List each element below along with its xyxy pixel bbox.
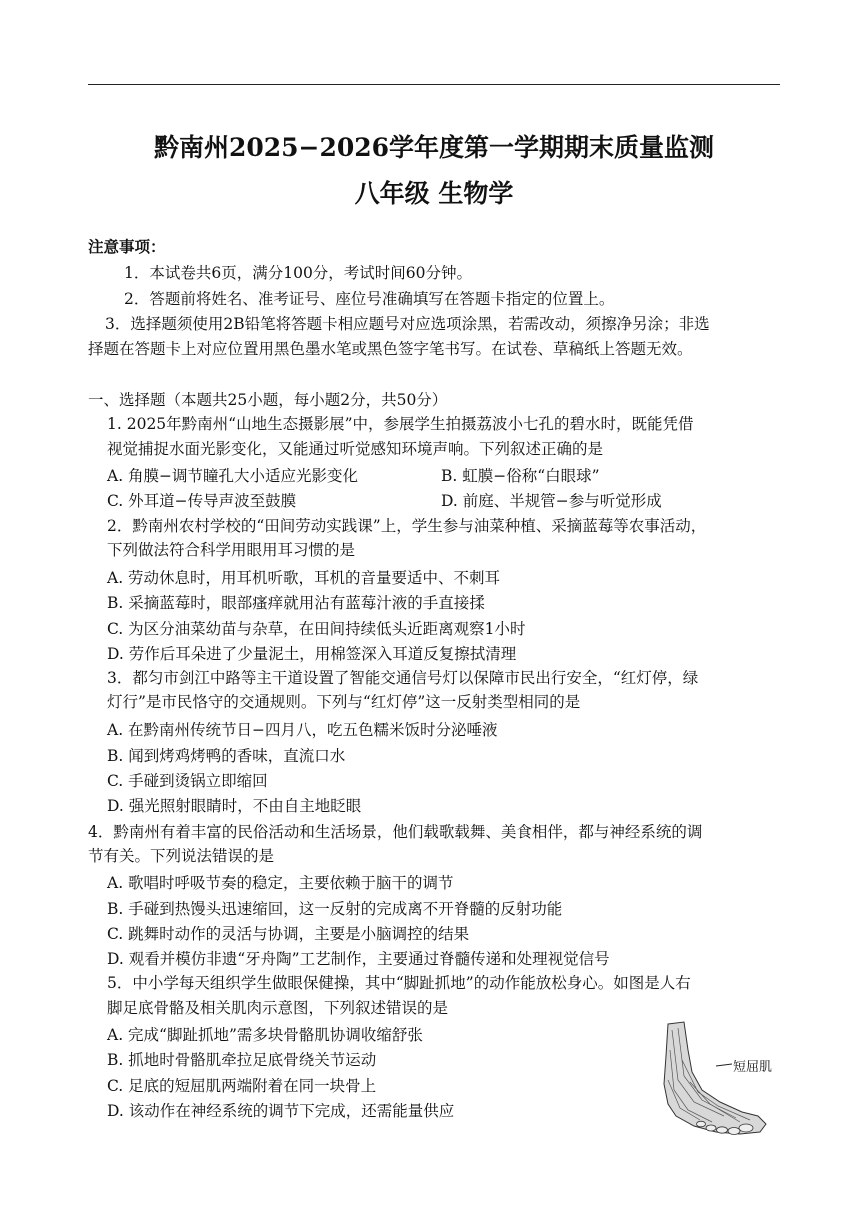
notice-item-3-cont: 择题在答题卡上对应位置用黑色墨水笔或黑色签字笔书写。在试卷、草稿纸上答题无效。 xyxy=(88,340,693,358)
notice-heading: 注意事项： xyxy=(88,237,166,256)
q2-option-a: A. 劳动休息时，用耳机听歌，耳机的音量要适中、不刺耳 xyxy=(107,569,501,587)
q2-stem-cont: 下列做法符合科学用眼用耳习惯的是 xyxy=(107,541,356,559)
q1-stem: 1. 2025年黔南州“山地生态摄影展”中，参展学生拍摄荔波小七孔的碧水时，既能凭借 xyxy=(107,415,694,433)
q1-stem-cont: 视觉捕捉水面光影变化，又能通过听觉感知环境声响。下列叙述正确的是 xyxy=(107,440,604,458)
q3-option-c: C. 手碰到烫锅立即缩回 xyxy=(107,772,268,790)
top-rule xyxy=(88,84,780,85)
q3-option-a: A. 在黔南州传统节日−四月八，吃五色糯米饭时分泌唾液 xyxy=(107,721,498,739)
q5-option-b: B. 抓地时骨骼肌牵拉足底骨绕关节运动 xyxy=(107,1051,377,1069)
figure-label-short-flexor: 短屈肌 xyxy=(733,1060,773,1075)
q4-option-d: D. 观看并模仿非遗“牙舟陶”工艺制作，主要通过脊髓传递和处理视觉信号 xyxy=(107,950,610,968)
q5-stem: 5．中小学每天组织学生做眼保健操，其中“脚趾抓地”的动作能放松身心。如图是人右 xyxy=(107,974,691,992)
q5-option-d: D. 该动作在神经系统的调节下完成，还需能量供应 xyxy=(107,1102,455,1120)
q2-option-d: D. 劳作后耳朵进了少量泥土，用棉签深入耳道反复擦拭清理 xyxy=(107,645,517,663)
q3-stem-cont: 灯行”是市民恪守的交通规则。下列与“红灯停”这一反射类型相同的是 xyxy=(107,693,581,711)
notice-item-1: 1．本试卷共6页，满分100分，考试时间60分钟。 xyxy=(124,264,473,282)
q1-option-d: D. 前庭、半规管−参与听觉形成 xyxy=(441,492,662,510)
q5-option-a: A. 完成“脚趾抓地”需多块骨骼肌协调收缩舒张 xyxy=(107,1026,423,1044)
q5-option-c: C. 足底的短屈肌两端附着在同一块骨上 xyxy=(107,1077,377,1095)
q4-stem: 4．黔南州有着丰富的民俗活动和生活场景，他们载歌载舞、美食相伴，都与神经系统的调 xyxy=(88,823,703,841)
q1-option-b: B. 虹膜−俗称“白眼球” xyxy=(441,467,600,485)
q2-stem: 2．黔南州农村学校的“田间劳动实践课”上，学生参与油菜种植、采摘蓝莓等农事活动， xyxy=(107,517,707,535)
q2-option-b: B. 采摘蓝莓时，眼部瘙痒就用沾有蓝莓汁液的手直接揉 xyxy=(107,594,485,612)
q1-option-a: A. 角膜−调节瞳孔大小适应光影变化 xyxy=(107,467,359,485)
q3-option-d: D. 强光照射眼睛时，不由自主地眨眼 xyxy=(107,797,362,815)
notice-item-3: 3．选择题须使用2B铅笔将答题卡相应题号对应选项涂黑，若需改动，须擦净另涂；非选 xyxy=(105,315,710,333)
exam-title: 黔南州2025−2026学年度第一学期期末质量监测 xyxy=(153,133,715,162)
q3-option-b: B. 闻到烤鸡烤鸭的香味，直流口水 xyxy=(107,747,346,765)
foot-anatomy-figure xyxy=(654,1020,784,1138)
q3-stem: 3．都匀市剑江中路等主干道设置了智能交通信号灯以保障市民出行安全，“红灯停，绿 xyxy=(107,669,699,687)
section-heading: 一、选择题（本题共25小题，每小题2分，共50分） xyxy=(88,391,448,409)
q4-stem-cont: 节有关。下列说法错误的是 xyxy=(88,847,275,865)
q1-option-c: C. 外耳道−传导声波至鼓膜 xyxy=(107,492,297,510)
q4-option-c: C. 跳舞时动作的灵活与协调，主要是小脑调控的结果 xyxy=(107,925,470,943)
q2-option-c: C. 为区分油菜幼苗与杂草，在田间持续低头近距离观察1小时 xyxy=(107,620,526,638)
q4-option-b: B. 手碰到热馒头迅速缩回，这一反射的完成离不开脊髓的反射功能 xyxy=(107,900,563,918)
exam-subtitle: 八年级 生物学 xyxy=(354,179,514,208)
q5-stem-cont: 脚足底骨骼及相关肌肉示意图，下列叙述错误的是 xyxy=(107,999,449,1017)
figure-pointer-line xyxy=(716,1064,732,1066)
q4-option-a: A. 歌唱时呼吸节奏的稳定，主要依赖于脑干的调节 xyxy=(107,874,454,892)
notice-item-2: 2．答题前将姓名、准考证号、座位号准确填写在答题卡指定的位置上。 xyxy=(124,290,615,308)
